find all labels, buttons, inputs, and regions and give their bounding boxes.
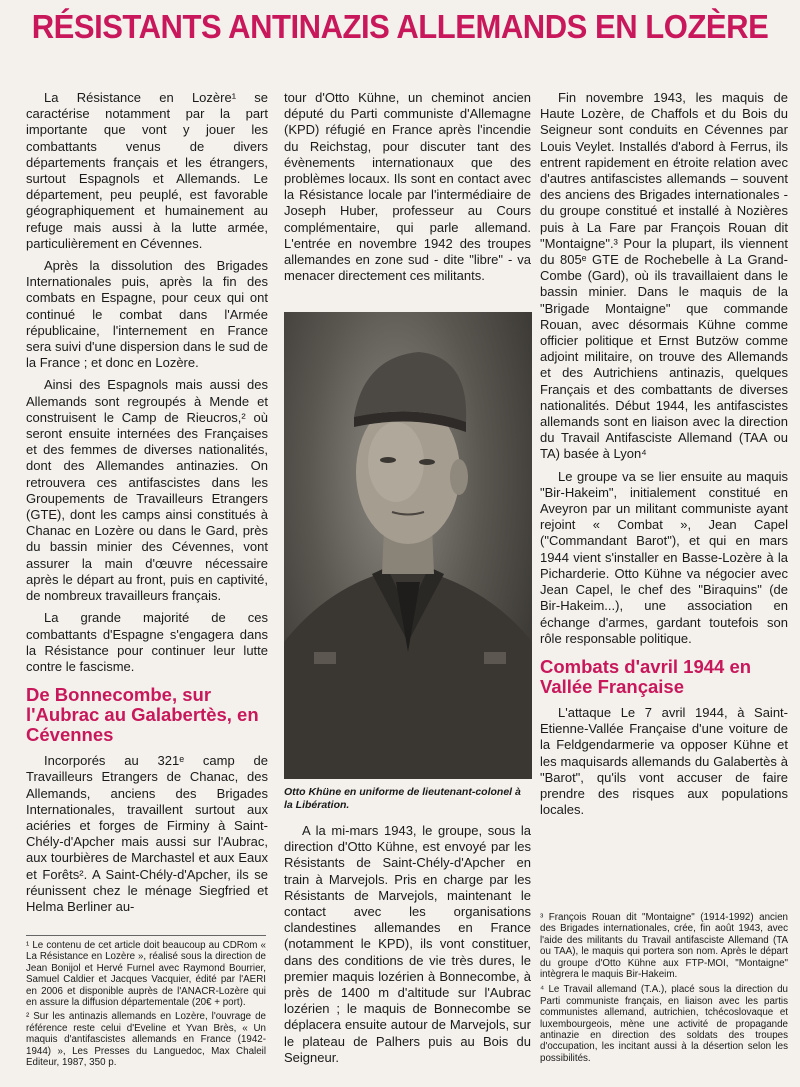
column-2 [284, 90, 531, 284]
paragraph: La grande majorité de ces combattants d'Espagne s'engagera dans la Résistance pour continuer leur lutte contre le fascisme. [26, 610, 268, 674]
paragraph: A la mi-mars 1943, le groupe, sous la direction d'Otto Kühne, est envoyé par les Résistants de Saint-Chély-d'Apcher en train à Marvejols. Pris en charge par les Résistants de Marvejols, maintenant le contact avec les organisations clandestines allemandes en France (notamment le KPD), ils vont constituer, dans des conditions de vie très dures, le premier maquis lozérien à Bonnecombe, à près de 1400 m d'altitude sur l'Aubrac lozérien ; le maquis de Bonnecombe se déplacera ensuite autour de Marvejols, sur le plateau de Palhers puis au Bois du Seigneur. [284, 823, 531, 1065]
photo-caption: Otto Khüne en uniforme de lieutenant-colonel à la Libération. [284, 786, 521, 811]
footnote: ² Sur les antinazis allemands en Lozère, l'ouvrage de référence reste celui d'Eveline et Yvan Brès, « Un maquis d'antifascistes allemands en France (1942-1944) », Les Presses du Languedoc, Max Chaleil Editeur, 1987, 350 p. [26, 1011, 266, 1069]
paragraph: L'attaque Le 7 avril 1944, à Saint-Etienne-Vallée Française d'une voiture de la Feldgendarmerie va opposer Kühne et les maquisards allemands du Galabertès à "Barot", qu'ils vont accuser de faire prendre des risques aux populations locales. [540, 704, 788, 818]
article-title: RÉSISTANTS ANTINAZIS ALLEMANDS EN LOZÈRE [31, 8, 769, 45]
paragraph: tour d'Otto Kühne, un cheminot ancien député du Parti communiste d'Allemagne (KPD) réfugié en France après l'incendie du Reichstag, pour discuter tant des évènements internationaux que des problèmes locaux. Ils sont en contact avec la Résistance locale par l'intermédiaire de Joseph Huber, professeur au Cours complémentaire, qui parle allemand. L'entrée en novembre 1942 des troupes allemandes en zone sud - dite "libre" - va menacer directement ces militants. [284, 90, 531, 284]
column-3 [540, 90, 788, 818]
footnotes-right [540, 912, 788, 1068]
paragraph: Fin novembre 1943, les maquis de Haute Lozère, de Chaffols et du Bois du Seigneur sont conduits en Cévennes par Louis Veylet. Installés d'abord à Ferrus, ils entrent rapidement en étroite relation avec d'autres antifascistes allemands – souvent des anciens des Brigades internationales - du groupe constitué et installé à Nozières puis à La Fare par François Rouan dit "Montaigne".³ Pour la plupart, ils viennent du 805ᵉ GTE de Rochebelle à La Grand-Combe (Gard), où ils travaillaient dans le bassin minier. Dans le maquis de la "Brigade Montaigne" que commande Rouan, avec désormais Kühne comme officier politique et Ernst Butzöw comme adjoint militaire, on trouve des Allemands et des Autrichiens antinazis, quelques Français et des combattants de diverses nationalités. Début 1944, les antifascistes allemands sont en liaison avec la direction du Travail Antifasciste Allemand (TAA ou TA) basée à Lyon⁴ [540, 90, 788, 462]
section-heading: Combats d'avril 1944 en Vallée Française [540, 655, 752, 697]
column-1 [26, 90, 268, 915]
portrait-photo [284, 312, 532, 779]
paragraph: La Résistance en Lozère¹ se caractérise notamment par la part importante que vont y jouer les combattants venus de divers départements français et les étrangers, surtout Espagnols et Allemands. Le département, peu peuplé, est favorable géographiquement et humainement au refuge mais aussi à la lutte armée, particulièrement en Cévennes. [26, 90, 268, 251]
section-heading: De Bonnecombe, sur l'Aubrac au Galabertès, en Cévennes [26, 684, 259, 746]
paragraph: Ainsi des Espagnols mais aussi des Allemands sont regroupés à Mende et construisent le Camp de Rieucros,² où seront ensuite internées des Françaises et des femmes de diverses nationalités, dont des Allemandes antinazies. On retrouvera ces antifascistes dans les Groupements de Travailleurs Etrangers (GTE), dont les camps ainsi constitués à Chanac en Lozère ou dans le Gard, près du bassin minier des Cévennes, vont assurer la main d'œuvre nécessaire après le départ au front, puis en captivité, de nombreux travailleurs français. [26, 377, 268, 604]
portrait-illustration [284, 312, 532, 779]
column-2-continued [284, 823, 531, 1066]
footnote: ³ François Rouan dit "Montaigne" (1914-1992) ancien des Brigades internationales, crée, fin août 1943, avec l'aide des militants du Travail antifasciste Allemand (TA ou TAA), le maquis qui portera son nom. Après le départ du groupe d'Otto Kühne aux FTP-MOI, "Montaigne" intègrera le maquis Bir-Hakeim. [540, 912, 788, 981]
footnotes-left [26, 935, 266, 1071]
paragraph: Le groupe va se lier ensuite au maquis "Bir-Hakeim", initialement constitué en Aveyron par un militant communiste ayant rejoint « Combat », Jean Capel ("Commandant Barot"), et qui en mars 1944 vient s'installer en Basse-Lozère à la Picharderie. Otto Kühne va négocier avec Jean Capel, le chef des "Biraquins" (de Bir-Hakeim...), une association en échange d'armes, gardant toutefois son rôle responsable politique. [540, 468, 788, 646]
footnote: ¹ Le contenu de cet article doit beaucoup au CDRom « La Résistance en Lozère », réalisé sous la direction de Jean Bonijol et Hervé Furnel avec Raymond Bourrier, Samuel Caldier et Jacques Vacquier, édité par l'AERI en 2006 et disponible auprès de l'ANACR-Lozère qui en assure la diffusion départementale (20€ + port). [26, 940, 266, 1009]
footnote: ⁴ Le Travail allemand (T.A.), placé sous la direction du Parti communiste français, en liaison avec les partis communistes allemand, autrichien, tchécoslovaque et luxembourgeois, mène une activité de propagande antinazie en direction des soldats des troupes d'occupation, les incitant aussi à la désertion selon les possibilités. [540, 984, 788, 1064]
paragraph: Incorporés au 321ᵉ camp de Travailleurs Etrangers de Chanac, des Allemands, anciens des Brigades Internationales, travaillent surtout aux aciéries et forges de Firminy à Saint-Chély-d'Apcher mais aussi sur l'Aubrac, aux tourbières de Marchastel et aux Eaux et Forêts². A Saint-Chély-d'Apcher, ils se réunissent chez le ménage Siegfried et Helma Berliner au- [26, 753, 268, 914]
paragraph: Après la dissolution des Brigades Internationales puis, après la fin des combats en Espagne, pour ceux qui ont continué le combat dans l'Armée républicaine, l'internement en France sera suivi d'une dispersion dans le sud de la France ; et donc en Lozère. [26, 258, 268, 371]
